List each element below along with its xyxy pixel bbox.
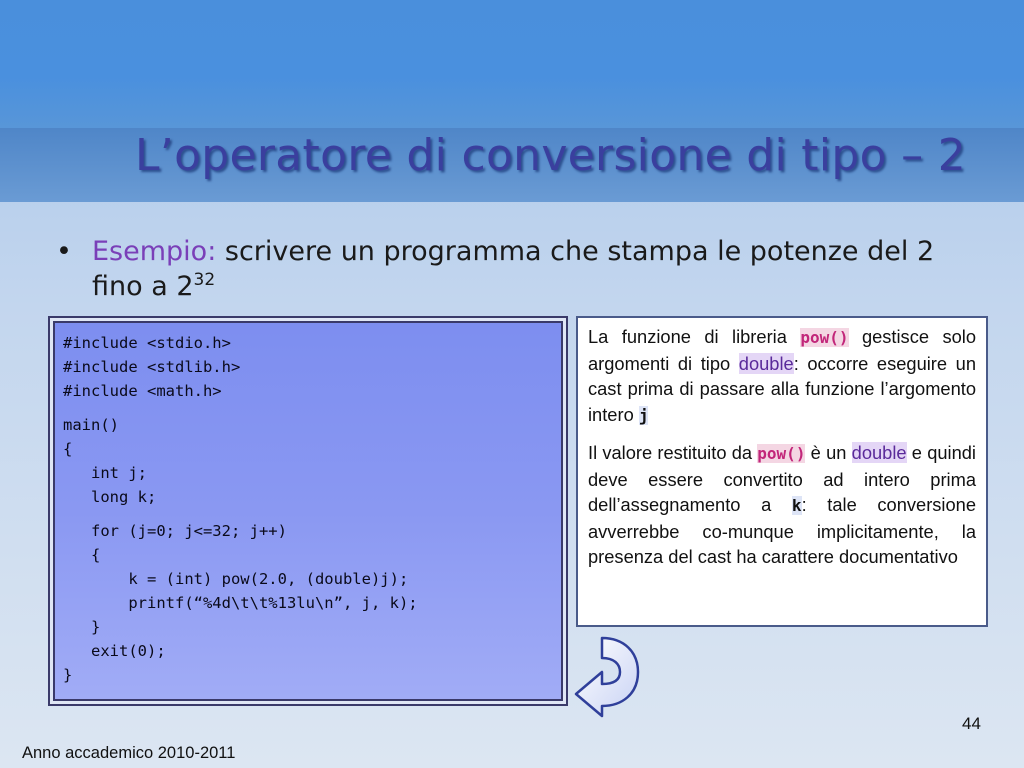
bullet-marker: • — [56, 236, 72, 267]
note-text: : occorre eseguire un cast prima di passare alla funzione l’argomento intero — [588, 352, 976, 425]
code-pow: pow() — [757, 444, 806, 463]
code-line: for (j=0; j<=32; j++) — [63, 522, 287, 540]
note-text: La funzione di libreria — [588, 326, 801, 347]
code-line: { — [63, 546, 101, 564]
slide-title: L’operatore di conversione di tipo – 2 — [134, 130, 966, 181]
code-line: printf(“%4d\t\t%13lu\n”, j, k); — [63, 594, 418, 612]
note-text: Il valore restituito da — [588, 442, 758, 463]
note-text: : tale conversione avverrebbe co-munque implicitamente, la presenza del cast ha carattere documentativo — [588, 494, 976, 567]
code-block — [53, 321, 563, 701]
code-line: } — [63, 666, 73, 684]
explanation-paragraph-1 — [588, 324, 976, 428]
note-text: gestisce solo argomenti di tipo — [588, 326, 976, 374]
code-line: { — [63, 440, 73, 458]
bullet-exponent: 32 — [193, 270, 216, 290]
bullet-lead: Esempio: — [92, 236, 217, 267]
term-double: double — [851, 442, 907, 463]
code-line: #include <stdlib.h> — [63, 358, 241, 376]
bullet-text-line1: scrivere un programma che stampa le potenze del 2 — [224, 236, 935, 267]
code-line: int j; — [63, 464, 147, 482]
note-text: e quindi deve essere convertito ad intero prima dell’assegnamento a — [588, 442, 976, 515]
code-line: } — [63, 618, 101, 636]
explanation-paragraph-2 — [588, 440, 976, 570]
code-line: k = (int) pow(2.0, (double)j); — [63, 570, 409, 588]
page-number: 44 — [962, 714, 981, 733]
footer-text: Anno accademico 2010-2011 — [22, 744, 236, 762]
bullet-item — [56, 234, 976, 304]
curved-return-arrow-icon — [572, 632, 642, 718]
code-line: #include <math.h> — [63, 382, 222, 400]
code-line: #include <stdio.h> — [63, 334, 231, 352]
code-frame — [48, 316, 568, 706]
code-line: main() — [63, 416, 119, 434]
code-j: j — [638, 405, 649, 425]
bullet-text-line2: fino a 2 — [92, 271, 194, 302]
header-band — [0, 0, 1024, 128]
code-k: k — [791, 496, 802, 515]
explanation-box — [576, 316, 988, 627]
note-text: è un — [805, 442, 852, 463]
code-line: long k; — [63, 488, 157, 506]
code-line: exit(0); — [63, 642, 166, 660]
term-double: double — [738, 352, 794, 374]
code-pow: pow() — [800, 328, 849, 347]
